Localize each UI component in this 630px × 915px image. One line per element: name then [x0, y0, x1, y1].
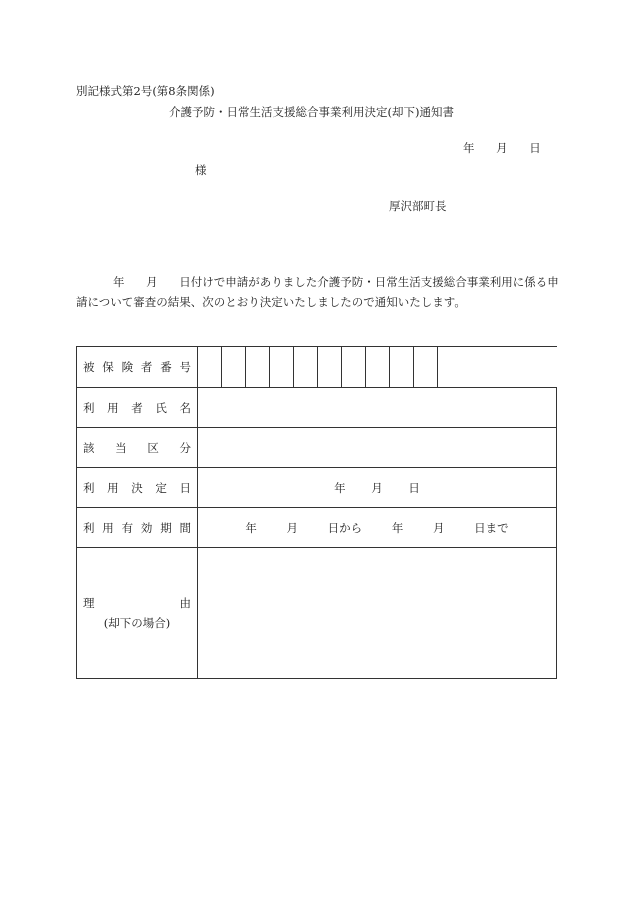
insured-number-cell — [198, 347, 557, 388]
decision-date-label — [77, 468, 198, 508]
label-char: 号 — [179, 360, 191, 374]
label-char: 者 — [131, 400, 143, 415]
reason-field[interactable] — [198, 548, 557, 679]
user-name-label-chars — [83, 400, 191, 416]
notice-body: 年 月 日付けで申請がありました介護予防・日常生活支援総合事業利用に係る申請について審査の結果、次のとおり決定いたしましたので通知いたします。 — [76, 275, 559, 309]
label-char: 該 — [83, 440, 95, 455]
label-char: 区 — [147, 440, 159, 455]
reason-label-chars — [83, 595, 191, 611]
label-char: 当 — [115, 440, 127, 455]
user-name-field[interactable] — [198, 388, 557, 428]
decision-date-field[interactable]: 年 月 日 — [198, 468, 557, 508]
label-char: 分 — [179, 440, 191, 455]
number-box[interactable] — [198, 347, 222, 387]
label-char: 有 — [121, 520, 134, 535]
label-char: 決 — [131, 480, 143, 495]
addressee-suffix: 様 — [195, 163, 207, 177]
number-box[interactable] — [270, 347, 294, 387]
label-char: 氏 — [155, 400, 167, 415]
form-id: 別記様式第2号(第8条関係) — [76, 84, 215, 98]
category-field[interactable] — [198, 428, 557, 468]
sender: 厚沢部町長 — [389, 199, 447, 213]
label-char: 険 — [121, 360, 134, 374]
decision-date-label-chars — [83, 480, 191, 496]
number-box[interactable] — [294, 347, 318, 387]
label-char: 用 — [107, 480, 119, 495]
validity-label — [77, 508, 198, 548]
document-title: 介護予防・日常生活支援総合事業利用決定(却下)通知書 — [169, 105, 454, 119]
insured-number-boxes — [198, 347, 557, 387]
label-char: 利 — [83, 480, 95, 495]
number-box[interactable] — [222, 347, 246, 387]
row-insured-number — [77, 347, 557, 388]
label-char: 間 — [179, 520, 191, 535]
label-char: 名 — [179, 400, 191, 415]
label-char: 期 — [160, 520, 172, 535]
number-box[interactable] — [342, 347, 366, 387]
label-char: 用 — [102, 520, 114, 535]
number-box[interactable] — [414, 347, 438, 387]
label-char: 利 — [83, 400, 95, 415]
label-char: 由 — [179, 596, 191, 610]
number-box[interactable] — [246, 347, 270, 387]
row-reason — [77, 548, 557, 679]
reason-sublabel: (却下の場合) — [103, 616, 171, 630]
label-char: 効 — [140, 520, 153, 535]
number-box[interactable] — [366, 347, 390, 387]
category-label-chars — [83, 440, 191, 456]
issue-date: 年 月 日 — [463, 141, 541, 155]
label-char: 利 — [83, 520, 95, 535]
decision-table — [76, 346, 557, 679]
label-char: 保 — [102, 360, 114, 374]
validity-label-chars — [83, 520, 191, 536]
label-char: 日 — [179, 480, 191, 495]
row-category — [77, 428, 557, 468]
insured-number-label — [77, 347, 198, 388]
row-decision-date — [77, 468, 557, 508]
reason-label — [77, 548, 198, 679]
category-label — [77, 428, 198, 468]
label-char: 番 — [160, 360, 172, 374]
insured-number-label-chars — [83, 359, 191, 375]
number-box[interactable] — [318, 347, 342, 387]
row-user-name — [77, 388, 557, 428]
validity-field[interactable]: 年 月 日から 年 月 日まで — [198, 508, 557, 548]
label-char: 理 — [83, 596, 95, 610]
user-name-label — [77, 388, 198, 428]
label-char: 者 — [140, 360, 153, 374]
row-validity — [77, 508, 557, 548]
label-char: 被 — [83, 360, 95, 374]
label-char: 用 — [107, 400, 119, 415]
label-char: 定 — [155, 480, 167, 495]
number-box[interactable] — [390, 347, 414, 387]
